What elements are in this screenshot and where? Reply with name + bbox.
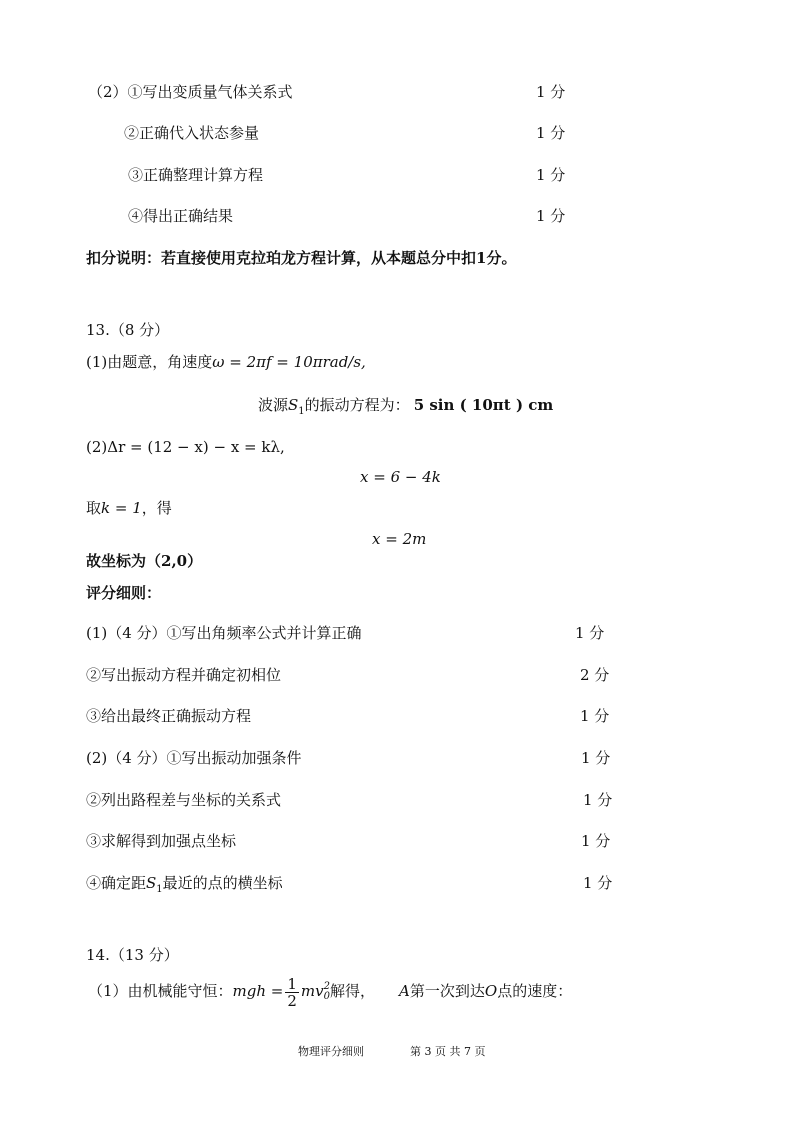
q14-rhs: mv [300,982,324,1000]
q14-rhs-sup: 2 [323,981,330,992]
footer-title: 物理评分细则 [298,1045,364,1058]
part2-item-2-points: 1 分 [536,124,566,142]
q13-rule-1-points: 1 分 [575,624,605,642]
q13-rule-7 [86,873,283,900]
q14-step1-mid: 解得， [330,982,376,1000]
q14-point-O: O [484,982,498,1000]
q13-take-k [86,498,172,518]
q14-step1 [88,975,572,1009]
q13-step1 [86,352,366,372]
q13-take-suffix: ，得 [141,499,172,517]
q13-rule-7-suffix: 最近的点的横坐标 [162,874,283,892]
q13-take-k-value: k = 1 [101,499,142,517]
part2-item-4-points: 1 分 [536,207,566,225]
q13-take-prefix: 取 [86,499,102,517]
q14-step1-tail2: 点的速度： [497,982,573,1000]
q13-step1-equation: ω = 2πf = 10πrad/s, [212,353,366,371]
q14-header: 14.（13 分） [86,946,179,964]
q13-rule-5-points: 1 分 [583,791,613,809]
q13-rules-title: 评分细则： [86,584,162,602]
q13-rule-7-points: 1 分 [583,874,613,892]
part2-item-1-points: 1 分 [536,83,566,101]
q13-rule-7-sub: 1 [156,884,163,895]
q13-rule-4: (2)（4 分）①写出振动加强条件 [86,749,302,767]
q14-fraction-den: 2 [287,991,297,1010]
q14-lhs: mgh = [232,982,284,1000]
q14-rhs-sub: 0 [323,991,330,1002]
q14-fraction-num: 1 [287,974,297,993]
q13-rule-6: ③求解得到加强点坐标 [86,832,237,850]
q13-rule-2: ②写出振动方程并确定初相位 [86,666,282,684]
q13-wave-sub: 1 [298,406,305,417]
q13-wave-prefix: 波源 [258,396,289,414]
part2-item-3-points: 1 分 [536,166,566,184]
footer-page-label: 第 3 页 共 7 页 [410,1045,486,1058]
q13-step2: (2)Δr = (12 − x) − x = kλ, [86,438,285,456]
q13-rule-6-points: 1 分 [581,832,611,850]
q13-rule-4-points: 1 分 [581,749,611,767]
q14-fraction [285,976,299,1009]
part2-item-2: ②正确代入状态参量 [124,124,260,142]
q13-rule-5: ②列出路程差与坐标的关系式 [86,791,282,809]
q13-rule-3-points: 1 分 [580,707,610,725]
part2-item-1: （2）①写出变质量气体关系式 [88,83,293,101]
q13-header: 13.（8 分） [86,321,170,339]
part2-item-3: ③正确整理计算方程 [128,166,264,184]
q14-step1-tail1: 第一次到达 [409,982,485,1000]
q14-step1-prefix: （1）由机械能守恒： [88,982,233,1000]
q13-wave-equation: 5 sin ( 10πt ) cm [413,396,554,414]
deduction-note: 扣分说明：若直接使用克拉珀龙方程计算，从本题总分中扣1分。 [86,249,517,267]
q13-rule-2-points: 2 分 [580,666,610,684]
q13-rule-7-symbol: S [146,874,157,892]
q13-rule-1: (1)（4 分）①写出角频率公式并计算正确 [86,624,362,642]
q13-rule-7-prefix: ④确定距 [86,874,147,892]
q14-point-A: A [399,982,410,1000]
q13-x-eq-1: x = 6 − 4k [360,468,441,486]
q13-wave-equation-line [258,395,553,422]
q13-coordinate: 故坐标为（2,0） [86,552,203,570]
q13-wave-mid: 的振动方程为： [304,396,410,414]
q13-step1-text: (1)由题意，角速度 [86,353,213,371]
q13-x-eq-2: x = 2m [372,530,427,548]
q13-rule-3: ③给出最终正确振动方程 [86,707,252,725]
q13-wave-symbol: S [288,396,299,414]
part2-item-4: ④得出正确结果 [128,207,234,225]
